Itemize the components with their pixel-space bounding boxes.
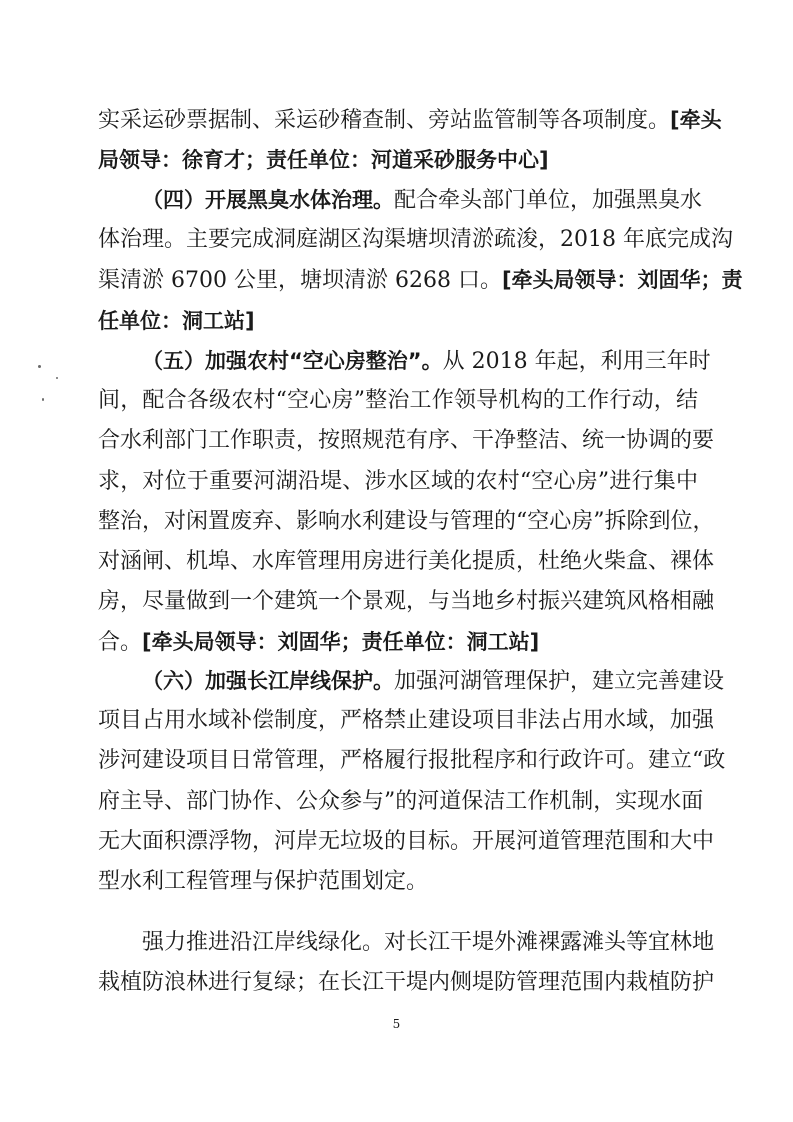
bold-text: [牵头局领导：刘固华；责	[501, 268, 743, 293]
text-line	[98, 782, 704, 822]
text-line	[98, 421, 715, 461]
body-text-span: 间，配合各级农村“空心房”整治工作领导机构的工作行动，结	[98, 388, 698, 414]
text-line	[98, 741, 726, 781]
body-text-span: 型水利工程管理与保护范围划定。	[98, 869, 429, 894]
body-text-span: 栽植防浪林进行复绿；在长江干堤内侧堤防管理范围内栽植防护	[98, 970, 715, 996]
text-line	[98, 582, 715, 622]
body-text-span: 府主导、部门协作、公众参与”的河道保洁工作机制，实现水面	[98, 788, 704, 814]
body-text-span: 实采运砂票据制、采运砂稽查制、旁站监管制等各项制度。	[98, 108, 671, 133]
text-line	[142, 180, 703, 220]
page-number: 5	[392, 1017, 401, 1031]
body-text-span: 体治理。主要完成洞庭湖区沟渠塘坝清淤疏浚，2018 年底完成沟	[98, 227, 733, 253]
scan-speck	[56, 377, 58, 379]
bold-text: 局领导：徐育才；责任单位：河道采砂服务中心]	[98, 148, 549, 173]
body-text-span: 强力推进沿江岸线绿化。对长江干堤外滩裸露滩头等宜林地	[142, 930, 715, 955]
text-line	[98, 260, 743, 300]
text-line	[142, 661, 725, 701]
text-line	[98, 822, 715, 862]
body-text-span: 对涵闸、机埠、水库管理用房进行美化提质，杜绝火柴盒、裸体	[98, 549, 715, 574]
body-text-span: 房，尽量做到一个建筑一个景观，与当地乡村振兴建筑风格相融	[98, 589, 715, 615]
body-text-span: 整治，对闲置废弃、影响水利建设与管理的“空心房”拆除到位，	[98, 508, 715, 534]
text-line	[98, 862, 698, 902]
text-line	[98, 542, 715, 582]
bold-text: （四）开展黑臭水体治理。	[142, 188, 394, 212]
body-text-span: 合。	[98, 630, 143, 656]
text-line	[98, 462, 698, 502]
text-line	[98, 381, 698, 421]
bold-text: [牵头局领导：刘固华；责任单位：洞工站]	[142, 630, 540, 655]
text-line	[98, 701, 715, 741]
text-line	[142, 341, 711, 381]
text-line	[98, 220, 733, 260]
body-text-span: 合水利部门工作职责，按照规范有序、干净整洁、统一协调的要	[98, 428, 715, 454]
body-text-span: 加强河湖管理保护，建立完善建设	[394, 669, 725, 694]
bold-text: （五）加强农村“空心房整治”。	[142, 349, 443, 373]
bold-text: [牵头	[670, 108, 722, 132]
body-text-span: 配合牵头部门单位，加强黑臭水	[394, 188, 703, 213]
text-line	[98, 301, 698, 341]
bold-text: （六）加强长江岸线保护。	[142, 669, 394, 693]
text-line	[98, 963, 715, 1003]
text-line	[98, 100, 722, 140]
bold-text: 任单位：洞工站]	[98, 308, 255, 333]
text-line	[98, 502, 715, 542]
text-line	[98, 140, 698, 180]
text-line	[98, 622, 698, 662]
scan-speck	[38, 365, 41, 368]
body-text-span: 项目占用水域补偿制度，严格禁止建设项目非法占用水域，加强	[98, 708, 715, 734]
body-text-span: 渠清淤 6700 公里，塘坝清淤 6268 口。	[98, 268, 502, 294]
body-text-span: 涉河建设项目日常管理，严格履行报批程序和行政许可。建立“政	[98, 748, 726, 774]
body-text-span: 无大面积漂浮物，河岸无垃圾的目标。开展河道管理范围和大中	[98, 828, 715, 854]
scan-speck	[42, 398, 44, 401]
body-text-span: 求，对位于重要河湖沿堤、涉水区域的农村“空心房”进行集中	[98, 468, 698, 494]
body-text-span: 从 2018 年起，利用三年时	[442, 349, 711, 374]
text-line	[142, 923, 715, 963]
